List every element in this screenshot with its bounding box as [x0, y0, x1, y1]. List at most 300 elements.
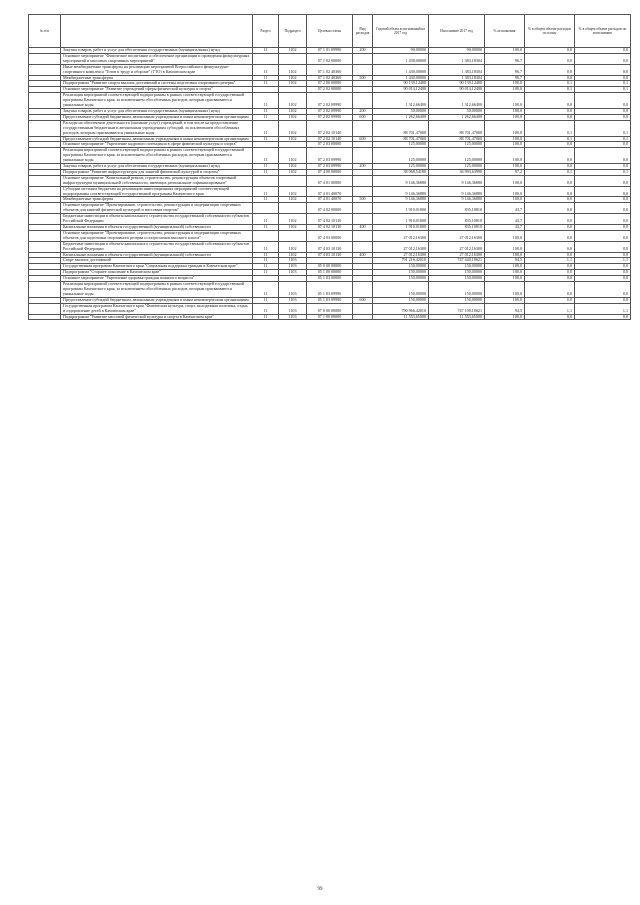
- cell-name: Капитальные вложения в объекты государственной (муниципальной) собственности: [61, 252, 253, 258]
- budget-table: [28, 14, 631, 320]
- cell-kind: [353, 64, 373, 75]
- cell-executed: 125,00000: [429, 164, 485, 170]
- cell-name: Бюджетные инвестиции в объекты капитального строительства государственной собственности субъектов Российской Федерации: [61, 214, 253, 225]
- cell-planned: 150,00000: [373, 297, 429, 303]
- cell-share-total: 0,0: [525, 264, 575, 270]
- cell-target: 05 1 03 09990: [307, 282, 353, 298]
- cell-subsection: 1103: [279, 282, 307, 298]
- cell-executed: 150,00000: [429, 270, 485, 276]
- cell-pct: 100,0: [485, 230, 525, 241]
- table-row: [29, 64, 631, 75]
- cell-executed: 747 190,10621: [429, 303, 485, 314]
- cell-share-total: 0,0: [525, 186, 575, 197]
- cell-kind: [353, 203, 373, 214]
- cell-name: Основное мероприятие "Проектирование, строительство, реконструкция и модернизация спортивных объектов для подготовки спортивного резерва и спортсменов высокого класса": [61, 230, 253, 241]
- cell-share-total: 0,0: [525, 148, 575, 164]
- cell-planned: 27 012,16300: [373, 230, 429, 241]
- cell-subsection: 1102: [279, 114, 307, 120]
- cell-pct: 100,0: [485, 81, 525, 87]
- cell-planned: 27 012,16300: [373, 252, 429, 258]
- cell-planned: 90 014,12400: [373, 87, 429, 93]
- cell-section: 11: [253, 81, 279, 87]
- cell-executed: 90,00000: [429, 48, 485, 54]
- cell-name: Основное мероприятие "Укрепление здоровья граждан пожилого возраста": [61, 276, 253, 282]
- cell-planned: 150,00000: [373, 270, 429, 276]
- cell-name: Подпрограмма "Развитие спорта высших достижений и системы подготовки спортивного резерва": [61, 81, 253, 87]
- header-pct: % исполнения: [485, 15, 525, 48]
- cell-target: 07 4 02 10130: [307, 214, 353, 225]
- table-row: [29, 314, 631, 320]
- cell-share-total: 0,0: [525, 241, 575, 252]
- cell-pct: 100,0: [485, 314, 525, 320]
- cell-executed: 125,00000: [429, 148, 485, 164]
- header-row: [29, 15, 631, 48]
- table-row: [29, 303, 631, 314]
- cell-planned: 90 139,12400: [373, 81, 429, 87]
- table-row: [29, 203, 631, 214]
- cell-share-executed: 0,0: [575, 108, 631, 114]
- table-row: [29, 230, 631, 241]
- cell-kind: 600: [353, 297, 373, 303]
- cell-planned: 9 146,36880: [373, 186, 429, 197]
- cell-num: [29, 175, 61, 186]
- cell-share-executed: 0,0: [575, 164, 631, 170]
- cell-share-executed: 0,0: [575, 282, 631, 298]
- cell-target: 05 1 03 09990: [307, 297, 353, 303]
- cell-planned: 150,00000: [373, 282, 429, 298]
- cell-share-total: 0,0: [525, 197, 575, 203]
- cell-executed: 747 440,10621: [429, 258, 485, 264]
- cell-kind: [353, 214, 373, 225]
- cell-section: 11: [253, 169, 279, 175]
- cell-share-total: 0,0: [525, 108, 575, 114]
- cell-subsection: 1103: [279, 314, 307, 320]
- cell-kind: [353, 282, 373, 298]
- cell-kind: 200: [353, 164, 373, 170]
- cell-subsection: 1103: [279, 264, 307, 270]
- cell-pct: 100,0: [485, 48, 525, 54]
- cell-pct: 100,0: [485, 87, 525, 93]
- cell-pct: 96,7: [485, 64, 525, 75]
- cell-planned: 1 430,00000: [373, 53, 429, 64]
- cell-name: Межбюджетные трансферты: [61, 197, 253, 203]
- cell-subsection: 1102: [279, 169, 307, 175]
- cell-executed: 835,10810: [429, 225, 485, 231]
- cell-planned: 1 910,01000: [373, 203, 429, 214]
- cell-name: Спорт высших достижений: [61, 258, 253, 264]
- cell-executed: 150,00000: [429, 264, 485, 270]
- cell-section: [253, 53, 279, 64]
- cell-executed: 1 383,18304: [429, 75, 485, 81]
- cell-executed: 835,10810: [429, 214, 485, 225]
- cell-name: Подпрограмма "Развитие массовой физической культуры и спорта в Камчатском крае": [61, 314, 253, 320]
- cell-target: 07 2 02 09990: [307, 108, 353, 114]
- cell-num: [29, 93, 61, 109]
- cell-num: [29, 303, 61, 314]
- cell-share-executed: 0,1: [575, 81, 631, 87]
- cell-subsection: 1102: [279, 48, 307, 54]
- page-number: 99: [317, 887, 323, 892]
- cell-subsection: 1103: [279, 303, 307, 314]
- cell-pct: 94,5: [485, 303, 525, 314]
- cell-executed: 1 262,66400: [429, 114, 485, 120]
- cell-share-total: 0,0: [525, 282, 575, 298]
- cell-share-executed: 0,0: [575, 314, 631, 320]
- cell-pct: 100,0: [485, 114, 525, 120]
- cell-section: 11: [253, 148, 279, 164]
- cell-name: Капитальные вложения в объекты государственной (муниципальной) собственности: [61, 225, 253, 231]
- cell-executed: 11 553,65000: [429, 314, 485, 320]
- cell-share-total: 0,0: [525, 48, 575, 54]
- table-row: [29, 120, 631, 136]
- cell-share-total: 0,0: [525, 64, 575, 75]
- cell-share-total: 0,1: [525, 81, 575, 87]
- cell-share-total: 0,0: [525, 214, 575, 225]
- cell-name: Реализация мероприятий соответствующей подпрограммы в рамках соответствующей государственной программы Камчатского края, за исключением обособленных расходов, которым присваиваются уникальные коды: [61, 282, 253, 298]
- cell-share-executed: 0,0: [575, 48, 631, 54]
- cell-share-executed: 0,0: [575, 53, 631, 64]
- cell-section: [253, 175, 279, 186]
- cell-kind: 400: [353, 225, 373, 231]
- cell-target: 07 2 03 00000: [307, 142, 353, 148]
- cell-share-executed: 0,0: [575, 297, 631, 303]
- cell-share-total: 0,0: [525, 230, 575, 241]
- cell-share-total: 0,0: [525, 164, 575, 170]
- cell-section: 11: [253, 282, 279, 298]
- cell-num: [29, 53, 61, 64]
- cell-pct: 43,7: [485, 225, 525, 231]
- cell-share-total: 0,0: [525, 297, 575, 303]
- cell-target: 07 2 03 09990: [307, 164, 353, 170]
- cell-subsection: [279, 230, 307, 241]
- cell-target: 07 2 00 00000: [307, 81, 353, 87]
- cell-share-total: 0,0: [525, 276, 575, 282]
- cell-pct: 100,0: [485, 270, 525, 276]
- cell-section: 11: [253, 164, 279, 170]
- cell-section: 11: [253, 64, 279, 75]
- cell-target: 05 1 03 00000: [307, 276, 353, 282]
- cell-share-executed: 1,1: [575, 303, 631, 314]
- cell-share-total: 0,0: [525, 93, 575, 109]
- cell-num: [29, 120, 61, 136]
- cell-planned: 1 430,00000: [373, 64, 429, 75]
- header-planned: Годовой объем ассигнований на 2017 год: [373, 15, 429, 48]
- cell-section: 11: [253, 136, 279, 142]
- cell-name: Основное мероприятие "Капитальный ремонт, строительство, реконструкция объектов спортивной инфраструктуры муниципальной собственности, имеющих региональное софинансирование": [61, 175, 253, 186]
- cell-name: Государственная программа Камчатского края "Социальная поддержка граждан в Камчатском крае": [61, 264, 253, 270]
- cell-kind: [353, 93, 373, 109]
- cell-target: 07 1 00 00000: [307, 314, 353, 320]
- cell-num: [29, 241, 61, 252]
- cell-num: [29, 214, 61, 225]
- cell-pct: 100,0: [485, 297, 525, 303]
- cell-pct: 100,0: [485, 164, 525, 170]
- cell-subsection: 1102: [279, 108, 307, 114]
- table-row: [29, 282, 631, 298]
- cell-share-executed: 0,1: [575, 120, 631, 136]
- cell-pct: 100,0: [485, 120, 525, 136]
- cell-pct: 100,0: [485, 108, 525, 114]
- cell-name: Государственная программа Камчатского края "Физическая культура, спорт, молодежная политика, отдых и оздоровление детей в Камчатском крае": [61, 303, 253, 314]
- cell-share-total: 1,1: [525, 303, 575, 314]
- cell-kind: [353, 186, 373, 197]
- cell-subsection: 1102: [279, 186, 307, 197]
- cell-section: 11: [253, 258, 279, 264]
- cell-subsection: 1102: [279, 81, 307, 87]
- cell-pct: 100,0: [485, 148, 525, 164]
- cell-section: 11: [253, 186, 279, 197]
- cell-target: 07 4 02 00000: [307, 203, 353, 214]
- cell-share-executed: 0,0: [575, 241, 631, 252]
- cell-pct: 96,7: [485, 75, 525, 81]
- cell-subsection: 1102: [279, 164, 307, 170]
- cell-section: 11: [253, 297, 279, 303]
- table-row: [29, 214, 631, 225]
- cell-planned: 90,00000: [373, 48, 429, 54]
- cell-executed: 27 012,16300: [429, 241, 485, 252]
- table-row: [29, 186, 631, 197]
- cell-target: 07 4 02 10130: [307, 225, 353, 231]
- cell-share-total: 0,0: [525, 175, 575, 186]
- cell-section: 11: [253, 270, 279, 276]
- cell-share-executed: 0,0: [575, 64, 631, 75]
- cell-target: 07 1 01 09990: [307, 48, 353, 54]
- cell-pct: 100,0: [485, 197, 525, 203]
- cell-pct: 97,2: [485, 169, 525, 175]
- cell-share-executed: 0,0: [575, 203, 631, 214]
- cell-pct: 96,7: [485, 53, 525, 64]
- cell-share-executed: 0,0: [575, 252, 631, 258]
- cell-kind: 500: [353, 197, 373, 203]
- cell-planned: 27 012,16300: [373, 241, 429, 252]
- table-body: [29, 48, 631, 320]
- cell-target: 07 4 03 10130: [307, 241, 353, 252]
- cell-executed: 9 146,36880: [429, 175, 485, 186]
- cell-planned: 1 430,00000: [373, 75, 429, 81]
- cell-name: Подпрограмма "Развитие инфраструктуры для занятий физической культурой и спортом": [61, 169, 253, 175]
- cell-share-total: 0,0: [525, 75, 575, 81]
- cell-planned: 11 553,65000: [373, 314, 429, 320]
- cell-pct: 100,0: [485, 276, 525, 282]
- cell-section: 11: [253, 264, 279, 270]
- cell-section: 11: [253, 241, 279, 252]
- cell-target: 05 1 00 00000: [307, 270, 353, 276]
- cell-num: [29, 282, 61, 298]
- cell-subsection: [279, 203, 307, 214]
- cell-target: 07 4 03 10130: [307, 252, 353, 258]
- cell-name: Основное мероприятие "Физическое воспитание и обеспечение организации и проведения физкультурных мероприятий и массовых спортивных мероприятий": [61, 53, 253, 64]
- header-num: № п/п: [29, 15, 61, 48]
- cell-share-total: 0,0: [525, 314, 575, 320]
- cell-executed: 90 014,12400: [429, 87, 485, 93]
- cell-section: 11: [253, 303, 279, 314]
- cell-kind: [353, 303, 373, 314]
- cell-planned: 1 312,66400: [373, 93, 429, 109]
- cell-share-total: 0,0: [525, 114, 575, 120]
- cell-share-executed: 0,0: [575, 197, 631, 203]
- cell-subsection: 1102: [279, 120, 307, 136]
- cell-executed: 27 012,16300: [429, 252, 485, 258]
- cell-share-total: 0,0: [525, 225, 575, 231]
- cell-share-executed: 0,1: [575, 169, 631, 175]
- cell-executed: 9 146,36880: [429, 197, 485, 203]
- cell-name: Бюджетные инвестиции в объекты капитального строительства государственной собственности субъектов Российской Федерации: [61, 241, 253, 252]
- cell-executed: 88 701,47000: [429, 120, 485, 136]
- cell-name: Предоставление субсидий бюджетным, автономным учреждениям и иным некоммерческим организациям: [61, 114, 253, 120]
- cell-name: Субсидии местным бюджетам на реализацию инвестиционных мероприятий соответствующей подпрограммы соответствующей государственной программы Камчатского края: [61, 186, 253, 197]
- cell-executed: 90 139,12400: [429, 81, 485, 87]
- cell-subsection: [279, 53, 307, 64]
- header-subsection: Подраздел: [279, 15, 307, 48]
- cell-share-total: 0,0: [525, 203, 575, 214]
- cell-section: [253, 230, 279, 241]
- cell-planned: 1 910,01000: [373, 214, 429, 225]
- cell-target: 07 0 00 00000: [307, 303, 353, 314]
- cell-subsection: [279, 175, 307, 186]
- cell-planned: 1 910,01000: [373, 225, 429, 231]
- cell-share-executed: 0,0: [575, 186, 631, 197]
- cell-name: Подпрограмма "Старшее поколение в Камчатском крае": [61, 270, 253, 276]
- cell-kind: 600: [353, 136, 373, 142]
- table-row: [29, 93, 631, 109]
- cell-planned: 125,00000: [373, 148, 429, 164]
- cell-target: 07 2 02 10140: [307, 120, 353, 136]
- cell-share-total: 0,1: [525, 120, 575, 136]
- cell-planned: 38 068,54180: [373, 169, 429, 175]
- cell-subsection: 1103: [279, 297, 307, 303]
- cell-share-total: 0,0: [525, 252, 575, 258]
- cell-pct: 100,0: [485, 241, 525, 252]
- table-row: [29, 53, 631, 64]
- cell-section: 11: [253, 214, 279, 225]
- header-kind: Вид расходов: [353, 15, 373, 48]
- cell-num: [29, 230, 61, 241]
- cell-planned: 88 701,47000: [373, 136, 429, 142]
- cell-num: [29, 148, 61, 164]
- cell-name: Межбюджетные трансферты: [61, 75, 253, 81]
- cell-subsection: 1102: [279, 75, 307, 81]
- table-row: [29, 175, 631, 186]
- cell-kind: [353, 230, 373, 241]
- cell-subsection: 1102: [279, 197, 307, 203]
- cell-share-executed: 0,0: [575, 175, 631, 186]
- cell-share-executed: 0,1: [575, 136, 631, 142]
- cell-target: 07 2 02 00000: [307, 87, 353, 93]
- cell-name: Расходы на обеспечение деятельности (оказание услуг) учреждений, в том числе на предоставление государственным бюджетным и автономным учреждениям субсидий, за исключением обособленных расходов, которым присваиваются уникальные коды: [61, 120, 253, 136]
- cell-share-total: 0,0: [525, 270, 575, 276]
- cell-share-executed: 0,0: [575, 142, 631, 148]
- cell-pct: 94,5: [485, 258, 525, 264]
- cell-num: [29, 64, 61, 75]
- cell-name: Основное мероприятие "Проектирование, строительство, реконструкция и модернизация спортивных объектов для занятий физической культурой и массовым спортом": [61, 203, 253, 214]
- cell-section: 11: [253, 93, 279, 109]
- cell-planned: 50,00000: [373, 108, 429, 114]
- cell-executed: 1 383,18304: [429, 53, 485, 64]
- cell-section: 11: [253, 108, 279, 114]
- cell-subsection: 1102: [279, 214, 307, 225]
- cell-kind: [353, 314, 373, 320]
- cell-share-executed: 0,0: [575, 276, 631, 282]
- cell-pct: 43,7: [485, 203, 525, 214]
- cell-target: 07 4 01 40070: [307, 197, 353, 203]
- header-name: [61, 15, 253, 48]
- cell-kind: 500: [353, 75, 373, 81]
- cell-target: 07 4 01 00000: [307, 175, 353, 186]
- cell-name: Основное мероприятие "Укрепление кадрового потенциала в сфере физической культуры и спорта": [61, 142, 253, 148]
- cell-executed: 150,00000: [429, 276, 485, 282]
- cell-share-executed: 0,0: [575, 93, 631, 109]
- cell-share-executed: 0,0: [575, 148, 631, 164]
- cell-planned: 790 966,42010: [373, 303, 429, 314]
- cell-name: Предоставление субсидий бюджетным, автономным учреждениям и иным некоммерческим организациям: [61, 297, 253, 303]
- cell-planned: 150,00000: [373, 276, 429, 282]
- table-row: [29, 148, 631, 164]
- cell-target: 07 1 02 40360: [307, 64, 353, 75]
- cell-subsection: 1103: [279, 258, 307, 264]
- cell-name: Закупка товаров, работ и услуг для обеспечения государственных (муниципальных) нужд: [61, 164, 253, 170]
- cell-name: Иные межбюджетные трансферты на реализацию мероприятий Всероссийского физкультурно-спортивного комплекса "Готов к труду и обороне" (ГТО) в Камчатском крае: [61, 64, 253, 75]
- cell-kind: [353, 175, 373, 186]
- cell-pct: 100,0: [485, 282, 525, 298]
- header-share-executed: % в общем объеме расходов по исполнению: [575, 15, 631, 48]
- cell-planned: 791 216,42010: [373, 258, 429, 264]
- cell-share-total: 1,1: [525, 258, 575, 264]
- cell-kind: [353, 120, 373, 136]
- cell-share-executed: 0,0: [575, 114, 631, 120]
- cell-target: 07 4 00 00000: [307, 169, 353, 175]
- cell-section: 11: [253, 225, 279, 231]
- cell-planned: 9 146,36880: [373, 197, 429, 203]
- cell-section: 11: [253, 314, 279, 320]
- cell-executed: 150,00000: [429, 282, 485, 298]
- cell-executed: 150,00000: [429, 297, 485, 303]
- cell-planned: 150,00000: [373, 264, 429, 270]
- table-row: [29, 241, 631, 252]
- cell-pct: 100,0: [485, 136, 525, 142]
- cell-planned: 88 701,47000: [373, 120, 429, 136]
- cell-target: 05 0 00 00000: [307, 264, 353, 270]
- cell-subsection: 1102: [279, 64, 307, 75]
- cell-subsection: 1102: [279, 241, 307, 252]
- cell-planned: 1 262,66400: [373, 114, 429, 120]
- cell-planned: 125,00000: [373, 164, 429, 170]
- cell-section: 11: [253, 120, 279, 136]
- cell-kind: 600: [353, 114, 373, 120]
- cell-num: [29, 203, 61, 214]
- cell-subsection: 1103: [279, 270, 307, 276]
- cell-pct: 100,0: [485, 252, 525, 258]
- cell-num: [29, 314, 61, 320]
- cell-share-total: 0,1: [525, 136, 575, 142]
- cell-target: 07 4 03 00000: [307, 230, 353, 241]
- cell-share-executed: 0,0: [575, 75, 631, 81]
- cell-kind: [353, 148, 373, 164]
- cell-pct: 100,0: [485, 93, 525, 109]
- cell-name: Основное мероприятие "Развитие учреждений сферы физической культуры и спорта": [61, 87, 253, 93]
- header-target: Целевая статья: [307, 15, 353, 48]
- cell-kind: 200: [353, 108, 373, 114]
- budget-page: [28, 14, 630, 320]
- cell-share-total: 0,0: [525, 142, 575, 148]
- cell-executed: 835,10810: [429, 203, 485, 214]
- cell-section: 11: [253, 114, 279, 120]
- cell-kind: 400: [353, 252, 373, 258]
- cell-subsection: 1102: [279, 225, 307, 231]
- cell-executed: 1 312,66400: [429, 93, 485, 109]
- cell-share-executed: 0,0: [575, 214, 631, 225]
- cell-target: 07 1 02 00000: [307, 53, 353, 64]
- cell-target: 07 2 03 09990: [307, 148, 353, 164]
